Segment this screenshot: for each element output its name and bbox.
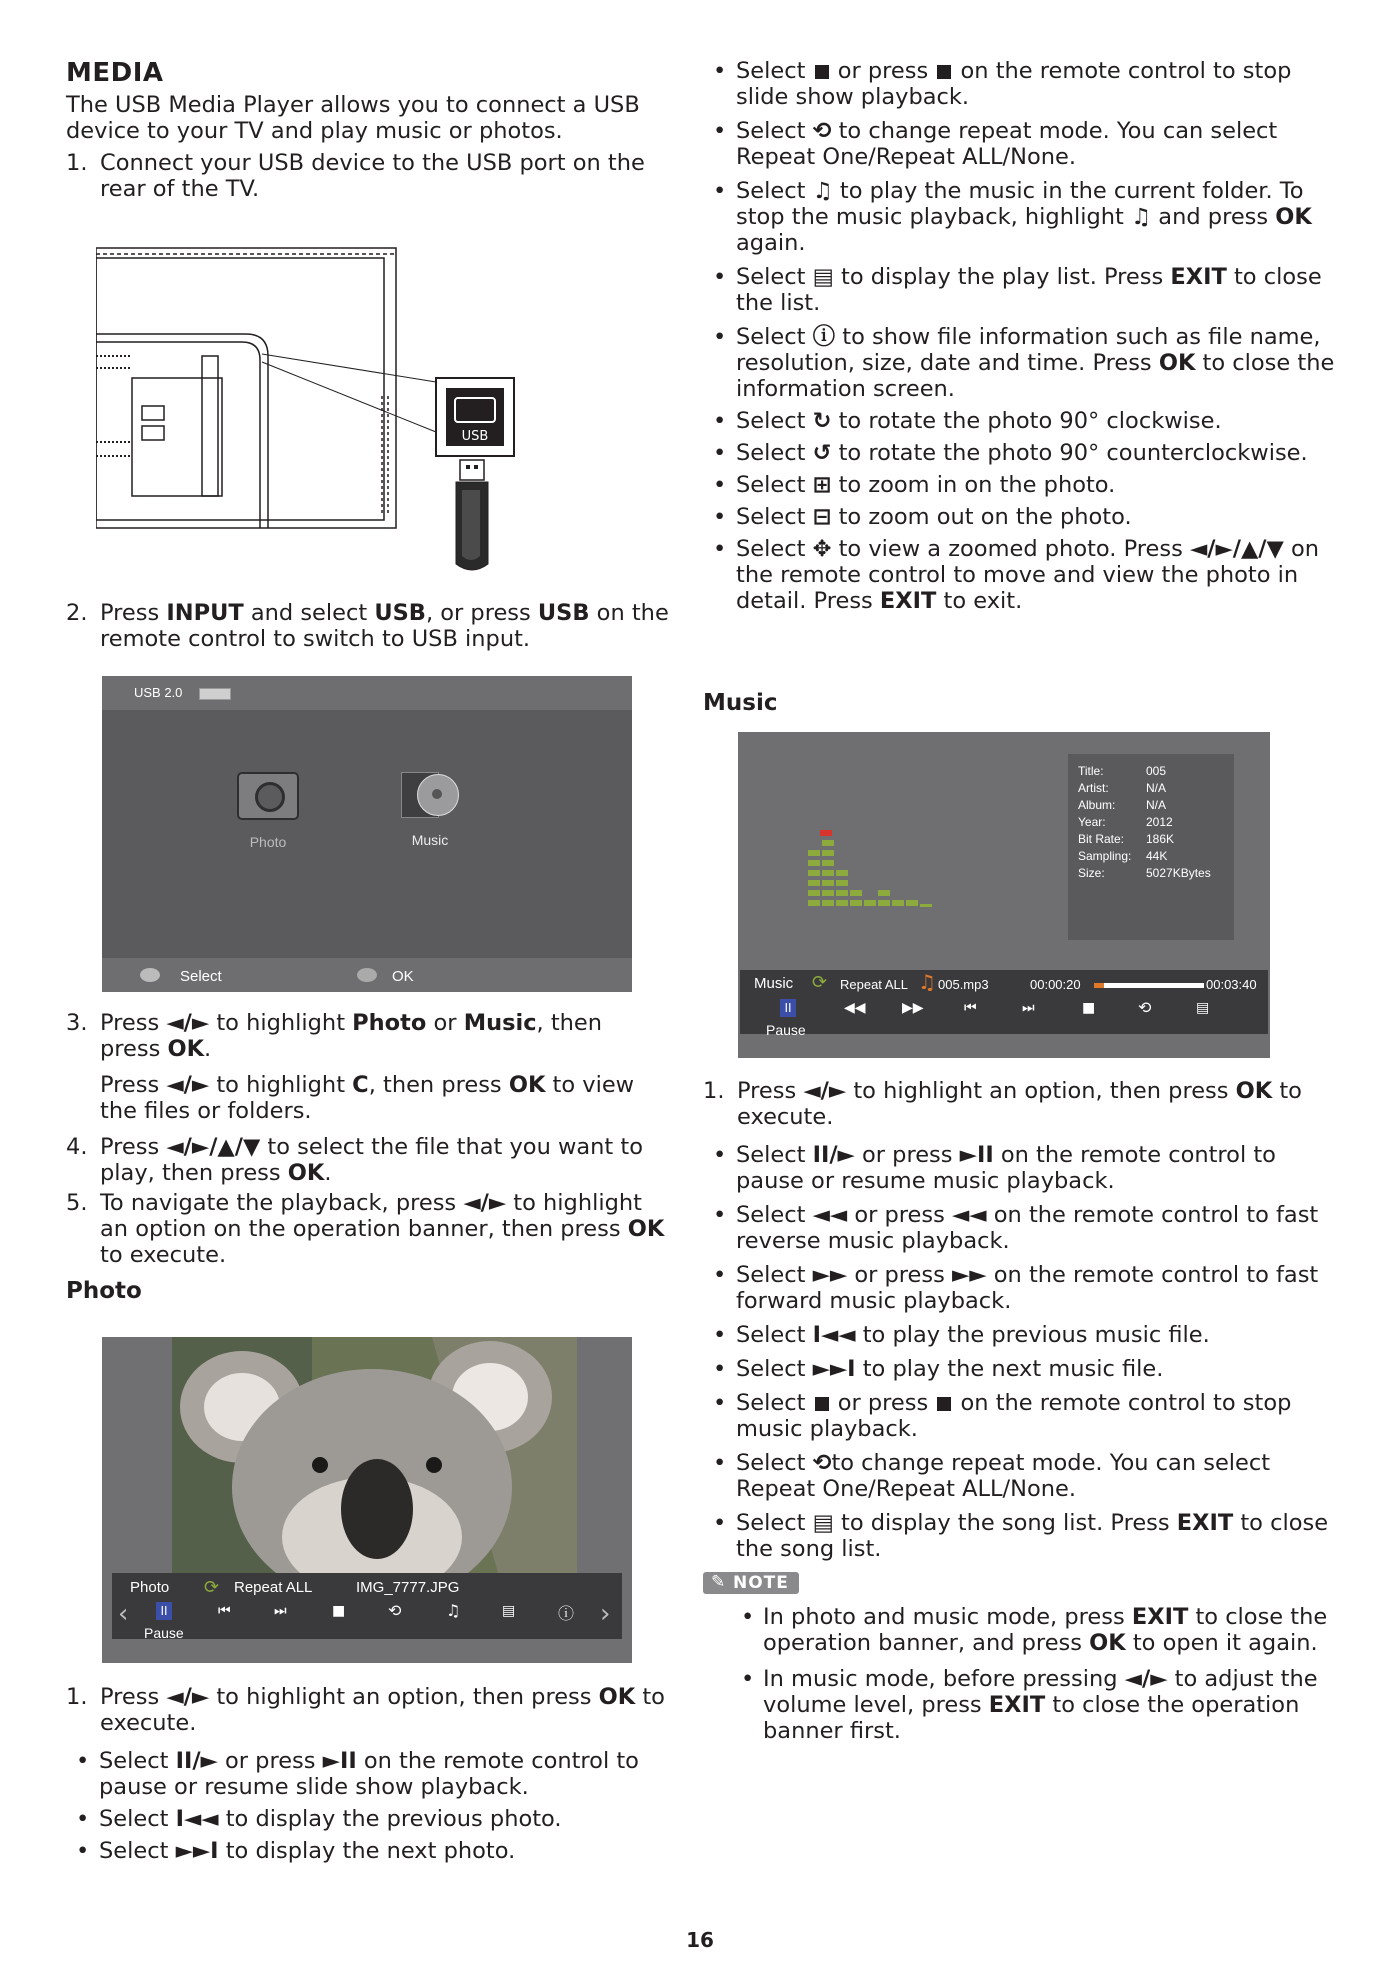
bullet-repeat: • Select ⟲ to change repeat mode. You can select Repeat One/Repeat ALL/None. — [713, 118, 1278, 170]
stop-icon[interactable]: ■ — [332, 1603, 346, 1619]
usb-header: USB 2.0 — [134, 685, 183, 700]
music-total: 00:03:40 — [1206, 977, 1257, 992]
fast-reverse-icon[interactable]: ◀◀ — [844, 1000, 866, 1016]
bullet-info: • Select ⓘ to show file information such as file name, resolution, size, date and time. Press OK to close the information screen. — [713, 324, 1335, 402]
pan-icon: ✥ — [812, 536, 832, 562]
stop-icon — [937, 65, 951, 79]
usb-port-label: USB — [461, 429, 489, 444]
left-arrow-icon[interactable]: ‹ — [118, 1599, 129, 1629]
music-option[interactable]: Music — [398, 772, 462, 872]
stop-icon[interactable]: ■ — [1082, 1000, 1096, 1016]
music-file-name: 005.mp3 — [938, 977, 989, 992]
music-bullet-2: • Select ◄◄ or press ◄◄ on the remote control to fast reverse music playback. — [713, 1202, 1319, 1254]
pause-label: Pause — [144, 1625, 184, 1641]
photo-heading: Photo — [66, 1278, 142, 1304]
photo-repeat-label: Repeat ALL — [234, 1579, 313, 1596]
music-note-icon[interactable]: ♫ — [446, 1601, 461, 1620]
photo-bullet-3: • Select ►►I to display the next photo. — [76, 1838, 516, 1864]
playlist-icon[interactable]: ▤ — [502, 1603, 516, 1619]
progress-fill — [1094, 983, 1104, 988]
music-mode-label: Music — [754, 975, 794, 992]
right-arrow-icon[interactable]: › — [600, 1599, 611, 1629]
step-3: 3. Press ◄/► to highlight Photo or Music, then press OK. — [66, 1010, 603, 1062]
stop-icon — [815, 1397, 829, 1411]
music-bullet-7: • Select ⟲to change repeat mode. You can select Repeat One/Repeat ALL/None. — [713, 1450, 1271, 1502]
repeat-icon: ⟳ — [812, 972, 828, 993]
fast-forward-icon[interactable]: ▶▶ — [902, 1000, 924, 1016]
usb-drive-icon — [199, 688, 231, 700]
info-icon[interactable]: ⓘ — [558, 1604, 575, 1623]
bullet-zoom-in: • Select ⊞ to zoom in on the photo. — [713, 472, 1116, 498]
select-hint-icon — [140, 968, 160, 982]
pencil-icon: ✎ — [711, 1572, 727, 1592]
previous-icon[interactable]: ⏮ — [964, 1000, 977, 1016]
music-info-row: Artist: N/A — [1078, 781, 1167, 795]
music-info-row: Sampling: 44K — [1078, 849, 1168, 863]
music-bullet-8: • Select ▤ to display the song list. Press EXIT to close the song list. — [713, 1510, 1329, 1562]
photo-bullet-2: • Select I◄◄ to display the previous photo. — [76, 1806, 562, 1832]
right-column — [703, 58, 1343, 614]
camera-icon — [237, 772, 299, 820]
repeat-mode-icon[interactable]: ⟲ — [1138, 998, 1152, 1017]
bullet-music: • Select ♫ to play the music in the current folder. To stop the music playback, highlight ♫ and press OK again. — [713, 178, 1312, 256]
music-info-row: Year: 2012 — [1078, 815, 1173, 829]
playlist-icon: ▤ — [812, 1510, 834, 1536]
music-bullet-3: • Select ►► or press ►► on the remote control to fast forward music playback. — [713, 1262, 1319, 1314]
music-info-row: Bit Rate: 186K — [1078, 832, 1175, 846]
rotate-ccw-icon: ↺ — [812, 440, 832, 466]
stop-icon — [937, 1397, 951, 1411]
zoom-in-icon: ⊞ — [812, 472, 832, 498]
equalizer — [808, 830, 1008, 930]
music-info-row: Size: 5027KBytes — [1078, 866, 1211, 880]
music-info-row: Title: 005 — [1078, 764, 1167, 778]
step-5: 5. To navigate the playback, press ◄/► to highlight an option on the operation banner, then press OK to execute. — [66, 1190, 665, 1268]
section-title: MEDIA — [66, 58, 164, 88]
stop-icon — [815, 65, 829, 79]
bullet-playlist: • Select ▤ to display the play list. Press EXIT to close the list. — [713, 264, 1322, 316]
step-2: 2. Press INPUT and select USB, or press USB on the remote control to switch to USB input. — [66, 600, 669, 652]
music-heading: Music — [703, 690, 778, 716]
photo-mode-label: Photo — [130, 1579, 170, 1596]
ok-hint: OK — [392, 968, 414, 985]
music-screen — [738, 732, 1270, 1058]
photo-file-name: IMG_7777.JPG — [356, 1579, 460, 1596]
repeat-mode-icon[interactable]: ⟲ — [388, 1601, 402, 1620]
music-elapsed: 00:00:20 — [1030, 977, 1081, 992]
step-1: 1. Connect your USB device to the USB port on the rear of the TV. — [66, 150, 645, 202]
music-note-icon: ♫ — [812, 178, 833, 204]
intro-text: The USB Media Player allows you to connect a USB device to your TV and play music or photos. — [66, 92, 640, 144]
note-2: • In music mode, before pressing ◄/► to adjust the volume level, press EXIT to close the operation banner first. — [741, 1666, 1318, 1744]
photo-step-1: 1. Press ◄/► to highlight an option, then press OK to execute. — [66, 1684, 665, 1736]
select-hint: Select — [180, 968, 222, 985]
photo-bullet-1: • Select II/► or press ►II on the remote control to pause or resume slide show playback. — [76, 1748, 639, 1800]
info-icon: ⓘ — [812, 324, 836, 350]
photo-screen — [102, 1337, 632, 1663]
note-badge: ✎ NOTE — [703, 1572, 1343, 1594]
music-step-1: 1. Press ◄/► to highlight an option, then press OK to execute. — [703, 1078, 1302, 1130]
repeat-icon: ⟲ — [812, 118, 832, 144]
music-instructions — [703, 1078, 1343, 1744]
bullet-rotate-cw: • Select ↻ to rotate the photo 90° clockwise. — [713, 408, 1222, 434]
step-4: 4. Press ◄/►/▲/▼ to select the file that you want to play, then press OK. — [66, 1134, 643, 1186]
pause-label: Pause — [766, 1022, 806, 1038]
left-column — [66, 58, 666, 202]
previous-icon[interactable]: ⏮ — [218, 1603, 231, 1619]
bullet-rotate-ccw: • Select ↺ to rotate the photo 90° counterclockwise. — [713, 440, 1308, 466]
page-number: 16 — [686, 1928, 714, 1952]
step-3b: Press ◄/► to highlight C, then press OK to view the files or folders. — [100, 1072, 635, 1124]
pause-button[interactable]: II — [156, 1602, 172, 1620]
music-disc-icon — [401, 772, 459, 818]
music-info-rows — [1078, 764, 1234, 883]
repeat-icon: ⟲ — [812, 1450, 832, 1476]
bullet-pan: • Select ✥ to view a zoomed photo. Press ◄/►/▲/▼ on the remote control to move and view the photo in detail. Press EXIT to exit. — [713, 536, 1320, 614]
music-bullet-6: • Select or press on the remote control to stop music playback. — [713, 1390, 1292, 1442]
progress-track[interactable] — [1094, 983, 1204, 988]
bullet-stop: • Select or press on the remote control to stop slide show playback. — [713, 58, 1292, 110]
music-bullet-4: • Select I◄◄ to play the previous music file. — [713, 1322, 1210, 1348]
steps-3-5 — [66, 1010, 666, 1304]
next-icon[interactable]: ⏭ — [1022, 1000, 1035, 1016]
playlist-icon[interactable]: ▤ — [1196, 1000, 1210, 1016]
next-icon[interactable]: ⏭ — [274, 1603, 287, 1619]
note-1: • In photo and music mode, press EXIT to close the operation banner, and press OK to open it again. — [741, 1604, 1328, 1656]
zoom-out-icon: ⊟ — [812, 504, 832, 530]
bullet-zoom-out: • Select ⊟ to zoom out on the photo. — [713, 504, 1132, 530]
koala-photo — [172, 1337, 577, 1587]
photo-option[interactable]: Photo — [236, 772, 300, 872]
music-repeat-label: Repeat ALL — [840, 977, 908, 992]
tv-rear-illustration — [96, 246, 526, 576]
music-note-icon: ♫ — [1130, 204, 1152, 230]
photo-instructions — [66, 1684, 666, 1864]
ok-hint-icon — [357, 968, 377, 982]
music-bullet-1: • Select II/► or press ►II on the remote control to pause or resume music playback. — [713, 1142, 1276, 1194]
music-note-icon: ♫ — [918, 970, 936, 994]
music-bullet-5: • Select ►►I to play the next music file. — [713, 1356, 1164, 1382]
music-info-row: Album: N/A — [1078, 798, 1167, 812]
usb-source-screen — [102, 676, 632, 992]
playlist-icon: ▤ — [812, 264, 834, 290]
rotate-cw-icon: ↻ — [812, 408, 832, 434]
pause-button[interactable]: II — [780, 999, 796, 1017]
repeat-icon: ⟳ — [204, 1577, 220, 1598]
